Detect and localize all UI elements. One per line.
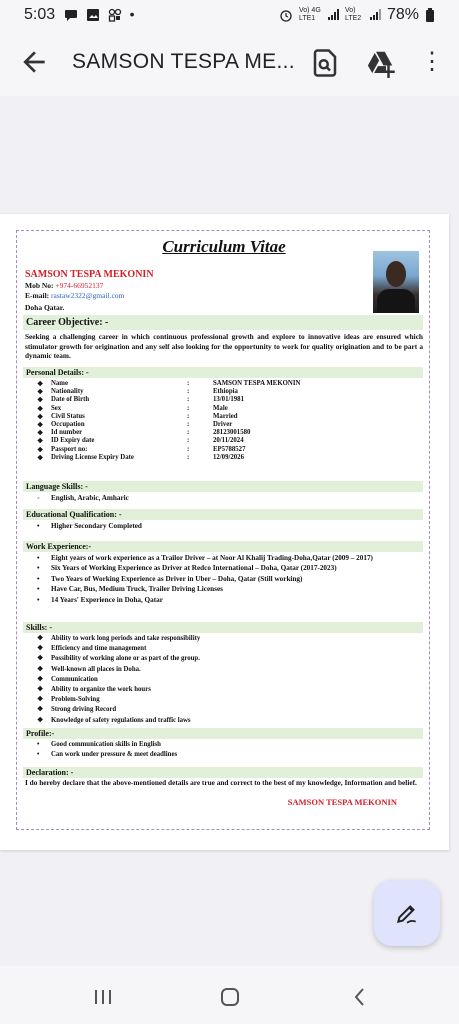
battery-level: 78% — [386, 6, 419, 23]
document-page — [0, 214, 449, 850]
mobile-line — [25, 281, 103, 290]
list-item: ❖ Ability to organize the work hours — [37, 686, 151, 694]
list-item: ❖ Well-known all places in Doha. — [37, 665, 141, 673]
education-list — [37, 521, 142, 532]
status-right — [279, 6, 435, 24]
declaration-heading: Declaration: - — [23, 767, 423, 778]
back-arrow-icon[interactable] — [18, 46, 50, 78]
list-item: ❖ Possibility of working alone or as part of the group. — [37, 655, 200, 663]
personal-row: ❖ Occupation : Driver — [37, 420, 233, 429]
education-heading: Educational Qualification: - — [23, 509, 423, 520]
photo-face — [386, 261, 406, 287]
mobile-value: +974-66952137 — [55, 281, 104, 290]
skills-heading: Skills: - — [23, 622, 423, 633]
image-icon — [86, 8, 100, 22]
personal-row: ❖ Civil Status : Married — [37, 412, 238, 421]
photo-body — [377, 289, 415, 313]
language-list — [37, 493, 129, 504]
personal-row: ❖ ID Expiry date : 20/11/2024 — [37, 437, 244, 446]
cv-title: Curriculum Vitae — [162, 237, 286, 256]
list-item: ❖ Strong driving Record — [37, 706, 117, 714]
list-item: • Have Car, Bus, Medium Truck, Trailer Driving Licenses — [37, 585, 223, 593]
grid-icon — [108, 8, 122, 22]
recents-icon[interactable] — [88, 982, 118, 1012]
battery-icon — [425, 8, 435, 22]
personal-row: ❖ Name : SAMSON TESPA MEKONIN — [37, 380, 301, 388]
profile-list — [37, 740, 177, 760]
mobile-label: Mob No: — [25, 281, 54, 290]
candidate-name: SAMSON TESPA MEKONIN — [25, 269, 154, 280]
pdf-viewer[interactable] — [0, 96, 459, 966]
personal-details-list — [37, 380, 417, 462]
alarm-icon — [279, 8, 293, 22]
email-link[interactable]: rastaw2322@gmail.com — [51, 291, 125, 300]
personal-row: ❖ Id number : 28123001580 — [37, 429, 251, 438]
status-bar — [0, 0, 459, 32]
objective-heading: Career Objective: - — [23, 315, 423, 330]
personal-heading: Personal Details: - — [23, 367, 423, 378]
signal-icon-2 — [369, 9, 381, 21]
list-item: ❖ Knowledge of safety regulations and traffic laws — [37, 716, 191, 724]
sim2-label: Vo) LTE2 — [344, 7, 362, 22]
add-to-drive-icon[interactable] — [366, 48, 396, 78]
personal-row: ❖ Sex : Male — [37, 404, 228, 413]
email-label: E-mail: — [25, 291, 50, 300]
list-item: • Good communication skills in English — [37, 741, 161, 748]
more-options-icon[interactable]: ⋮ — [420, 48, 444, 75]
list-item: • Two Years of Working Experience as Driver in Uber – Doha, Qatar (Still working) — [37, 574, 303, 583]
status-dot: • — [129, 6, 139, 22]
chat-icon — [64, 8, 78, 22]
profile-heading: Profile:- — [23, 728, 423, 739]
profile-photo — [373, 251, 419, 313]
list-item: ❖ Problem-Solving — [37, 696, 100, 704]
signature-name: SAMSON TESPA MEKONIN — [287, 797, 397, 807]
sim1-label: Vo) 4G LTE1 — [298, 7, 321, 22]
edit-pen-icon — [394, 900, 420, 926]
personal-row: ❖ Driving License Expiry Date : 12/09/2026 — [37, 453, 244, 462]
notification-icons — [64, 6, 139, 22]
cv-frame — [16, 230, 430, 830]
document-title: SAMSON TESPA ME... — [72, 50, 295, 73]
personal-row: ❖ Passport no: : EP5788527 — [37, 445, 246, 454]
list-item: ❖ Efficiency and time management — [37, 645, 147, 653]
list-item: • 14 Years' Experience in Doha, Qatar — [37, 595, 163, 604]
signal-icon — [327, 9, 339, 21]
declaration-text: I do hereby declare that the above-mentioned details are true and correct to the best of my knowledge, Information and belief. — [25, 778, 417, 787]
objective-text: Seeking a challenging career in which continuous professional growth and explore to innovative ideas are ensured which stimulator growth for origination and any self also looking for the opportunity to work for quality origination and to be part a dynamic team. — [25, 332, 423, 361]
search-in-document-icon[interactable] — [310, 48, 340, 78]
list-item: ❖ Ability to work long periods and take responsibility — [37, 635, 201, 642]
list-item: ❖ Communication — [37, 675, 98, 683]
address-line: Doha Qatar. — [25, 303, 65, 312]
app-bar — [0, 32, 459, 96]
work-list — [37, 554, 422, 605]
email-line — [25, 291, 124, 300]
edit-fab-button[interactable] — [374, 880, 440, 946]
back-nav-icon[interactable] — [345, 982, 375, 1012]
work-heading: Work Experience:- — [23, 541, 423, 552]
list-item: • Eight years of work experience as a Trailor Driver – at Noor Al Khalij Trading-Doha,Qatar (2009 – 2017) — [37, 554, 373, 562]
list-item: • Higher Secondary Completed — [37, 522, 142, 530]
list-item: • Six Years of Working Experience as Driver at Redco International – Doha, Qatar (2017-2023) — [37, 564, 337, 572]
personal-row: ❖ Nationality : Ethiopia — [37, 388, 238, 397]
list-item: • Can work under pressure & meet deadlines — [37, 751, 178, 759]
home-icon[interactable] — [215, 982, 245, 1012]
skills-list — [37, 634, 200, 726]
personal-row: ❖ Date of Birth : 13/01/1981 — [37, 396, 244, 405]
system-nav-bar — [0, 966, 459, 1024]
status-time: 5:03 — [24, 6, 56, 23]
list-item: ◦ English, Arabic, Amharic — [37, 494, 129, 502]
language-heading: Language Skills: - — [23, 481, 423, 492]
